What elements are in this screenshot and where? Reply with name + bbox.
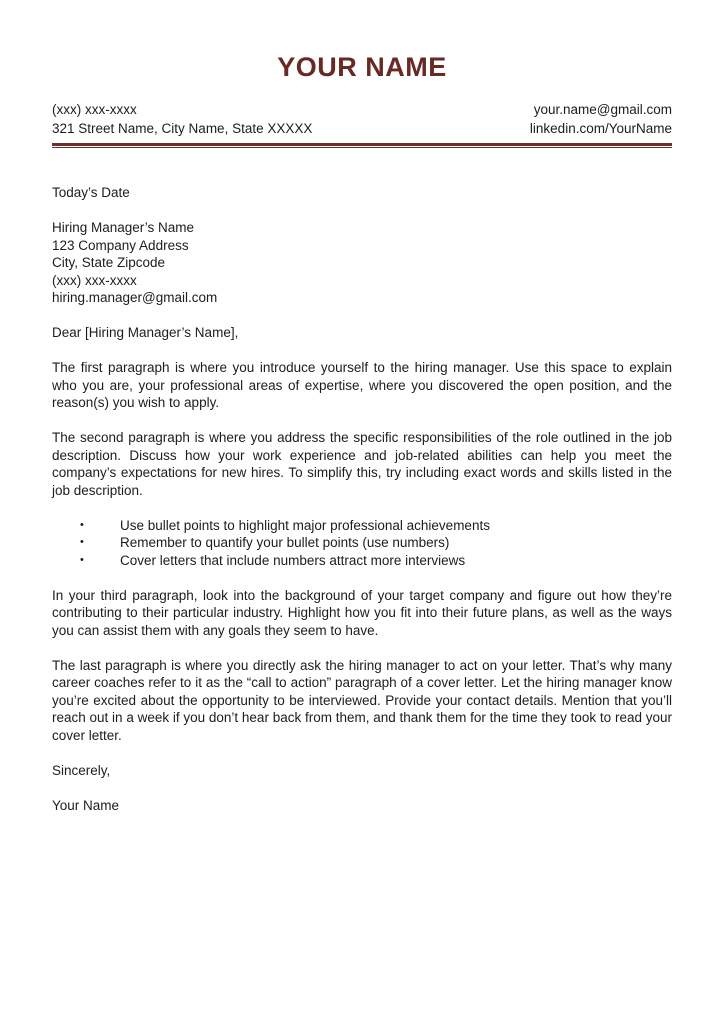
recipient-phone: (xxx) xxx-xxxx	[52, 272, 137, 288]
contact-info-right	[530, 101, 672, 138]
letter-body	[52, 184, 672, 814]
phone-number: (xxx) xxx-xxxx	[52, 102, 137, 117]
bullet-text: Cover letters that include numbers attract more interviews	[120, 552, 466, 568]
contact-info-row	[52, 101, 672, 138]
list-item	[52, 534, 672, 552]
paragraph-first: The first paragraph is where you introduce yourself to the hiring manager. Use this space to explain who you are, your professional areas of expertise, where you discovered the open position, and the reason(s) you wish to apply.	[52, 360, 672, 410]
closing-block	[52, 762, 672, 815]
bullet-text: Remember to quantify your bullet points (use numbers)	[120, 535, 450, 550]
paragraph-second: The second paragraph is where you address the specific responsibilities of the role outlined in the job description. Discuss how your work experience and job-related abilities can help you meet the company’s expectations for new hires. To simplify this, try including exact words and skills listed in the job description.	[52, 430, 672, 498]
closing: Sincerely,	[52, 762, 111, 778]
signature: Your Name	[52, 797, 120, 813]
recipient-block	[52, 219, 672, 307]
recipient-name: Hiring Manager’s Name	[52, 220, 195, 235]
paragraph-fourth: The last paragraph is where you directly ask the hiring manager to act on your letter. That’s why many career coaches refer to it as the “call to action” paragraph of a cover letter. Let the hiring manager know you’re excited about the opportunity to be interviewed. Provide your contact details. Mention that you’ll reach out in a week if you don’t hear back from them, and thank them for the time they took to read your cover letter.	[52, 657, 672, 743]
linkedin-url: linkedin.com/YourName	[529, 120, 672, 136]
bullet-icon: •	[80, 518, 84, 531]
recipient-company-address: 123 Company Address	[52, 237, 189, 253]
contact-info-left	[52, 101, 312, 138]
bullet-icon: •	[80, 553, 84, 566]
header-divider	[52, 143, 672, 148]
paragraph-third: In your third paragraph, look into the background of your target company and figure out how they’re contributing to their particular industry. Highlight how you fit into their future plans, as well as the ways you can assist them with any goals they seem to have.	[52, 587, 672, 638]
recipient-city-state-zip: City, State Zipcode	[52, 255, 166, 270]
email-address: your.name@gmail.com	[533, 102, 672, 117]
bullet-list	[52, 517, 672, 570]
bullet-text: Use bullet points to highlight major professional achievements	[120, 517, 490, 533]
list-item	[52, 552, 672, 570]
street-address: 321 Street Name, City Name, State XXXXX	[52, 120, 313, 136]
list-item	[52, 517, 672, 535]
page-title: YOUR NAME	[277, 52, 447, 82]
recipient-email: hiring.manager@gmail.com	[52, 290, 218, 305]
salutation: Dear [Hiring Manager’s Name],	[52, 325, 239, 340]
date-line: Today’s Date	[52, 185, 130, 200]
bullet-icon: •	[80, 536, 84, 548]
